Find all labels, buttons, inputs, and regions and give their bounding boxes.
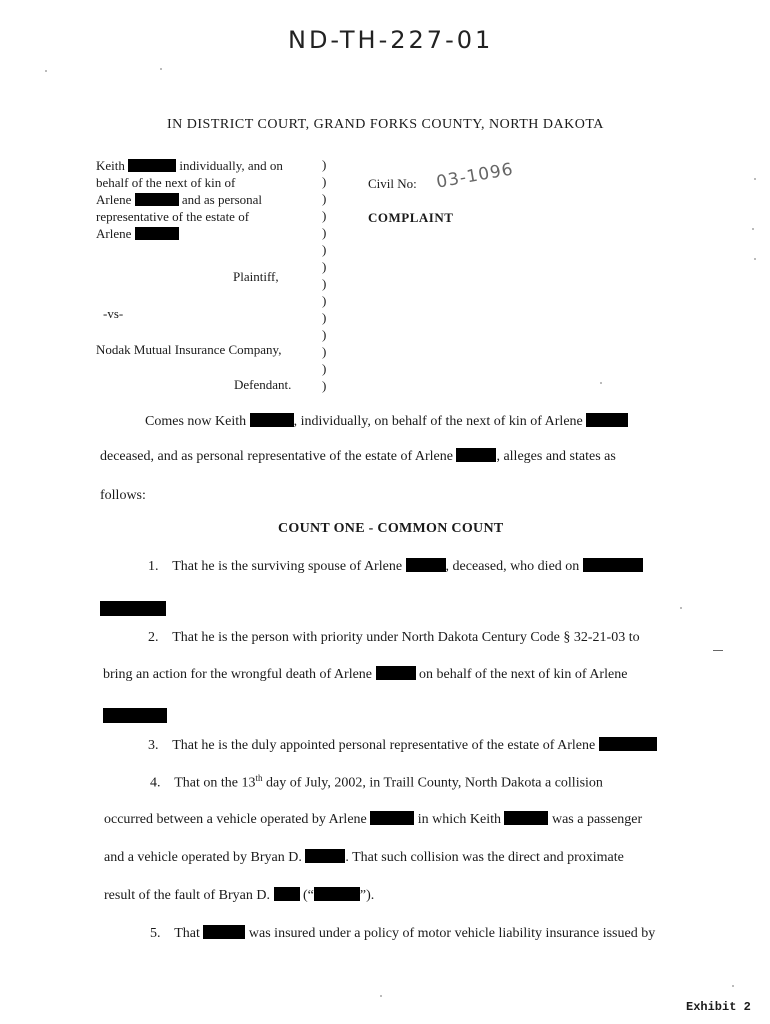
- caption-line: [96, 191, 283, 208]
- redaction-bar: [376, 666, 416, 680]
- paragraph-text: and a vehicle operated by Bryan D.: [104, 850, 302, 865]
- paragraph-1: [148, 558, 643, 575]
- paragraph-text: in which Keith: [417, 812, 501, 827]
- redaction-bar: [100, 601, 166, 616]
- court-title: IN DISTRICT COURT, GRAND FORKS COUNTY, NORTH DAKOTA: [167, 117, 604, 132]
- redaction-bar: [456, 448, 496, 462]
- caption-text: individually, and on: [179, 158, 283, 173]
- paragraph-text: That: [174, 926, 200, 941]
- caption-line: [96, 174, 283, 191]
- paragraph-number: 2.: [148, 630, 159, 645]
- paragraph-text: That he is the duly appointed personal representative of the estate of Arlene: [172, 738, 596, 753]
- paragraph-number: 3.: [148, 738, 159, 753]
- redaction-bar: [305, 849, 345, 863]
- handwritten-case-id: ND-TH-227-01: [288, 26, 494, 54]
- intro-line-3: follows:: [100, 488, 146, 503]
- paragraph-text: , deceased, who died on: [445, 559, 580, 574]
- defendant-name: Nodak Mutual Insurance Company,: [96, 342, 282, 357]
- caption-text: behalf of the next of kin of: [96, 175, 236, 190]
- redaction-bar: [370, 811, 414, 825]
- scan-speck: [754, 258, 756, 260]
- intro-text: , individually, on behalf of the next of kin of Arlene: [293, 414, 583, 429]
- caption-text: Arlene: [96, 192, 132, 207]
- paragraph-number: 4.: [150, 775, 161, 791]
- paragraph-3: [148, 737, 657, 754]
- redaction-bar: [250, 413, 294, 427]
- document-type: COMPLAINT: [368, 210, 454, 225]
- paragraph-text: (“: [303, 888, 314, 903]
- plaintiff-first-name: Keith: [96, 158, 125, 173]
- scan-speck: [752, 228, 754, 230]
- scan-speck: [160, 68, 162, 70]
- caption-line: [96, 225, 283, 242]
- intro-line-1: [145, 413, 628, 430]
- redaction-bar: [599, 737, 657, 751]
- caption-line: [96, 208, 283, 225]
- intro-line-2: [100, 448, 616, 465]
- paragraph-4-line-2: [104, 811, 642, 828]
- scan-speck: [732, 985, 734, 987]
- paragraph-4-line-4: [104, 887, 374, 904]
- redaction-bar: [103, 708, 167, 723]
- paragraph-text: result of the fault of Bryan D.: [104, 888, 271, 903]
- paragraph-text: occurred between a vehicle operated by Arlene: [104, 812, 367, 827]
- paragraph-text: . That such collision was the direct and proximate: [345, 850, 624, 865]
- intro-text: Comes now Keith: [145, 414, 247, 429]
- caption-line: [96, 157, 283, 174]
- redaction-bar: [203, 925, 245, 939]
- intro-text: , alleges and states as: [496, 449, 616, 464]
- paragraph-text: was insured under a policy of motor vehicle liability insurance issued by: [248, 926, 656, 941]
- redaction-bar: [128, 159, 176, 172]
- scan-speck: [600, 382, 602, 384]
- redaction-bar: [135, 227, 179, 240]
- exhibit-label: Exhibit 2: [686, 1000, 751, 1014]
- defendant-role: Defendant.: [234, 377, 292, 392]
- scan-speck: [45, 70, 47, 72]
- caption-plaintiff-block: [96, 157, 283, 242]
- scan-speck: [754, 178, 756, 180]
- intro-text: deceased, and as personal representative of the estate of Arlene: [100, 449, 453, 464]
- paragraph-text: bring an action for the wrongful death of Arlene: [103, 667, 373, 682]
- ordinal-suffix: th: [255, 773, 263, 783]
- paragraph-number: 1.: [148, 559, 159, 574]
- redaction-bar: [135, 193, 179, 206]
- civil-no-handwritten: 03-1096: [434, 159, 516, 193]
- caption-parentheses: ) ) ) ) ) ) ) ) ) ) ) ) ) ): [322, 157, 327, 393]
- redaction-bar: [314, 887, 360, 901]
- count-heading: COUNT ONE - COMMON COUNT: [278, 521, 504, 536]
- plaintiff-role: Plaintiff,: [233, 269, 279, 284]
- redaction-bar: [274, 887, 300, 901]
- paragraph-text: That on the 13: [174, 775, 256, 791]
- scan-speck: [680, 607, 682, 609]
- caption-text: Arlene: [96, 226, 132, 241]
- redaction-bar: [583, 558, 643, 572]
- scan-speck: [380, 995, 382, 997]
- paragraph-text: on behalf of the next of kin of Arlene: [419, 667, 628, 682]
- redaction-bar: [586, 413, 628, 427]
- paragraph-2-line-2: [103, 666, 627, 683]
- scan-mark: [713, 650, 723, 651]
- paragraph-number: 5.: [150, 926, 161, 941]
- caption-text: and as personal: [181, 192, 263, 207]
- paragraph-4-line-3: [104, 849, 624, 866]
- versus-label: -vs-: [103, 306, 124, 321]
- paragraph-text: was a passenger: [551, 812, 643, 827]
- redaction-bar: [406, 558, 446, 572]
- caption-text: representative of the estate of: [96, 209, 250, 224]
- paragraph-2-line-1: [148, 630, 640, 646]
- paragraph-text: ”).: [359, 888, 375, 903]
- paragraph-5: [150, 925, 655, 942]
- redaction-bar: [504, 811, 548, 825]
- paragraph-text: day of July, 2002, in Traill County, North Dakota a collision: [262, 775, 603, 791]
- paragraph-text: That he is the person with priority under North Dakota Century Code § 32-21-03 to: [172, 630, 640, 645]
- paragraph-4-line-1: [150, 773, 603, 792]
- paragraph-text: That he is the surviving spouse of Arlene: [172, 559, 403, 574]
- civil-no-label: Civil No:: [368, 176, 417, 191]
